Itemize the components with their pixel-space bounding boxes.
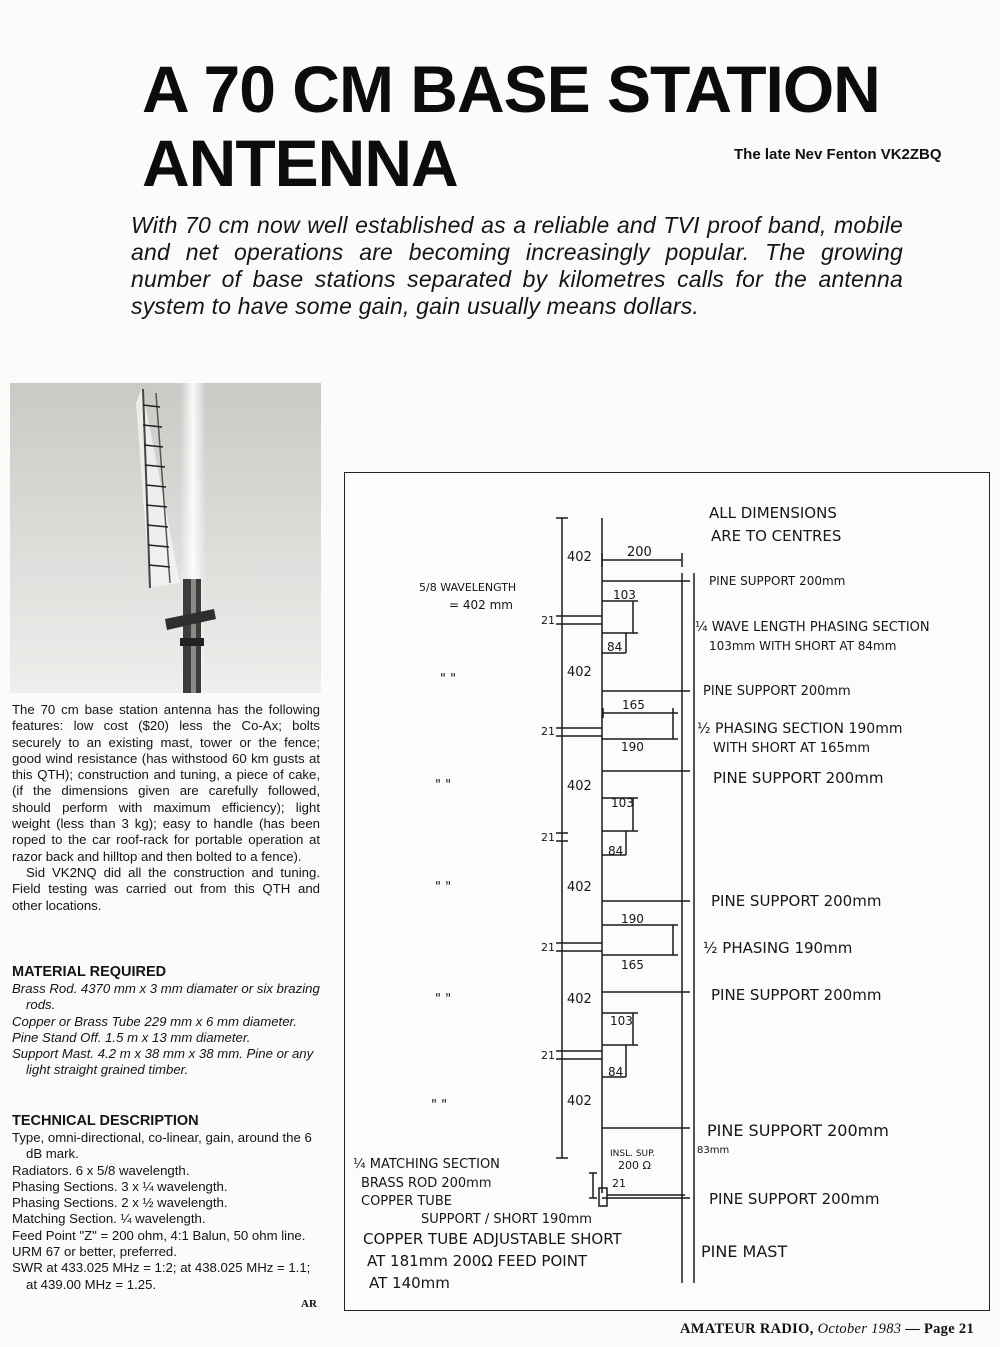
matching-line-2: BRASS ROD 200mm <box>361 1176 492 1191</box>
ditto-4: " " <box>435 992 452 1007</box>
dim-103-1: 103 <box>613 588 636 602</box>
dim-190-2: 190 <box>621 912 644 926</box>
label-half-phasing-1: ½ PHASING SECTION 190mm <box>697 721 903 737</box>
label-pine-support-2: PINE SUPPORT 200mm <box>703 684 851 699</box>
body-paragraph-1: The 70 cm base station antenna has the following features: low cost ($20) less the Co-Ax; bolts securely to an existing mast, tower or the fence; good wind resistance (has withstood 60 km gusts at this QTH); construction and tuning, a piece of cake, (if the dimensions given are carefully followed, should perform with maximum efficiency); light weight (less than 3 kg); easy to handle (has been roped to the car roof-rack for portable operation at razor back and hilltop and then bolted to a fence). <box>12 702 320 864</box>
ditto-2: " " <box>435 778 452 793</box>
label-pine-support-5: PINE SUPPORT 200mm <box>711 986 882 1004</box>
dim-165-2: 165 <box>621 958 644 972</box>
matching-line-6: AT 181mm 200Ω FEED POINT <box>367 1252 588 1270</box>
label-pine-support-7: PINE SUPPORT 200mm <box>709 1190 880 1208</box>
dim-21-5: 21 <box>541 1049 555 1062</box>
dim-103-3: 103 <box>610 1014 633 1028</box>
antenna-photo <box>10 383 321 693</box>
insl-sup-label-2: 200 Ω <box>618 1159 651 1172</box>
intro-paragraph: With 70 cm now well established as a reliable and TVI proof band, mobile and net operations are becoming increasingly popular. The growing number of base stations separated by kilometres calls for the antenna system to have some gain, gain usually means dollars. <box>131 212 903 319</box>
end-mark: AR <box>301 1298 317 1310</box>
all-dims-line-1: ALL DIMENSIONS <box>709 504 837 522</box>
materials-heading: MATERIAL REQUIRED <box>12 964 167 980</box>
dim-21-feed: 21 <box>612 1177 626 1190</box>
footer-date: October 1983 <box>817 1321 902 1337</box>
material-item: Copper or Brass Tube 229 mm x 6 mm diameter. <box>12 1013 298 1029</box>
dim-402-3: 402 <box>567 779 592 794</box>
title-line-1: A 70 CM BASE STATION <box>142 52 880 126</box>
dim-83: 83mm <box>697 1145 730 1156</box>
ditto-1: " " <box>440 672 457 687</box>
material-item: Brass Rod. 4370 mm x 3 mm diamater or six brazing rods. <box>12 981 320 1013</box>
dim-402-6: 402 <box>567 1094 592 1109</box>
dim-84-1: 84 <box>607 640 623 654</box>
label-pine-support-3: PINE SUPPORT 200mm <box>713 769 884 787</box>
wavelength-label-2: = 402 mm <box>449 598 513 612</box>
tech-item: SWR at 433.025 MHz = 1:2; at 438.025 MHz = 1.1; at 439.00 MHz = 1.25. <box>12 1260 311 1292</box>
body-paragraph-2: Sid VK2NQ did all the construction and tuning. Field testing was carried out from this QTH and other locations. <box>12 864 320 913</box>
tech-item: Matching Section. ¼ wavelength. <box>12 1211 206 1227</box>
tech-item: Type, omni-directional, co-linear, gain, around the 6 dB mark. <box>12 1130 312 1162</box>
ditto-3: " " <box>435 880 452 895</box>
label-pine-mast: PINE MAST <box>701 1242 788 1261</box>
dim-402-2: 402 <box>567 665 592 680</box>
all-dims-line-2: ARE TO CENTRES <box>711 527 842 545</box>
matching-line-5: COPPER TUBE ADJUSTABLE SHORT <box>363 1230 622 1248</box>
insl-sup-label-1: INSL. SUP. <box>610 1149 656 1159</box>
material-item: Pine Stand Off. 1.5 m x 13 mm diameter. <box>12 1029 251 1045</box>
dim-200: 200 <box>627 545 652 560</box>
dim-190-1: 190 <box>621 740 644 754</box>
ditto-5: " " <box>431 1098 448 1113</box>
label-pine-support-6: PINE SUPPORT 200mm <box>707 1121 889 1140</box>
label-pine-support-4: PINE SUPPORT 200mm <box>711 892 882 910</box>
label-quarter-phasing-1: ¼ WAVE LENGTH PHASING SECTION <box>695 620 930 635</box>
tech-item: Feed Point "Z" = 200 ohm, 4:1 Balun, 50 ohm line. <box>12 1227 306 1243</box>
tech-heading: TECHNICAL DESCRIPTION <box>12 1113 199 1129</box>
label-half-phasing-2: WITH SHORT AT 165mm <box>713 741 871 756</box>
label-quarter-phasing-2: 103mm WITH SHORT AT 84mm <box>709 639 897 653</box>
dim-21-3: 21 <box>541 831 555 844</box>
page-footer <box>680 1321 974 1338</box>
dim-402-5: 402 <box>567 992 592 1007</box>
body-text <box>12 702 320 914</box>
dim-402-1: 402 <box>567 550 592 565</box>
dim-103-2: 103 <box>611 796 634 810</box>
label-pine-support-1: PINE SUPPORT 200mm <box>709 574 846 588</box>
material-item: Support Mast. 4.2 m x 38 mm x 38 mm. Pine or any light straight grained timber. <box>12 1046 314 1078</box>
title-line-2: ANTENNA <box>142 126 458 200</box>
dim-21-4: 21 <box>541 941 555 954</box>
dim-84-3: 84 <box>608 1065 624 1079</box>
matching-line-4: SUPPORT / SHORT 190mm <box>421 1212 592 1227</box>
tech-item: Phasing Sections. 3 x ¼ wavelength. <box>12 1178 228 1194</box>
dim-84-2: 84 <box>608 844 624 858</box>
footer-magazine: AMATEUR RADIO, <box>680 1321 814 1337</box>
technical-section <box>12 1112 320 1293</box>
dim-165-1: 165 <box>622 698 645 712</box>
article-title <box>142 52 902 200</box>
matching-line-7: AT 140mm <box>369 1274 450 1292</box>
dim-402-4: 402 <box>567 880 592 895</box>
dim-21-2: 21 <box>541 725 555 738</box>
matching-line-1: ¼ MATCHING SECTION <box>353 1157 500 1172</box>
wavelength-label-1: 5/8 WAVELENGTH <box>419 581 517 594</box>
tech-item: Radiators. 6 x 5/8 wavelength. <box>12 1162 190 1178</box>
footer-page: — Page 21 <box>905 1321 974 1337</box>
byline: The late Nev Fenton VK2ZBQ <box>734 146 942 163</box>
matching-line-3: COPPER TUBE <box>361 1194 452 1209</box>
dim-21-1: 21 <box>541 614 555 627</box>
label-half-phasing-3: ½ PHASING 190mm <box>703 939 853 957</box>
antenna-diagram <box>344 472 990 1311</box>
tech-item: URM 67 or better, preferred. <box>12 1244 177 1260</box>
tech-item: Phasing Sections. 2 x ½ wavelength. <box>12 1195 228 1211</box>
materials-section <box>12 963 320 1079</box>
